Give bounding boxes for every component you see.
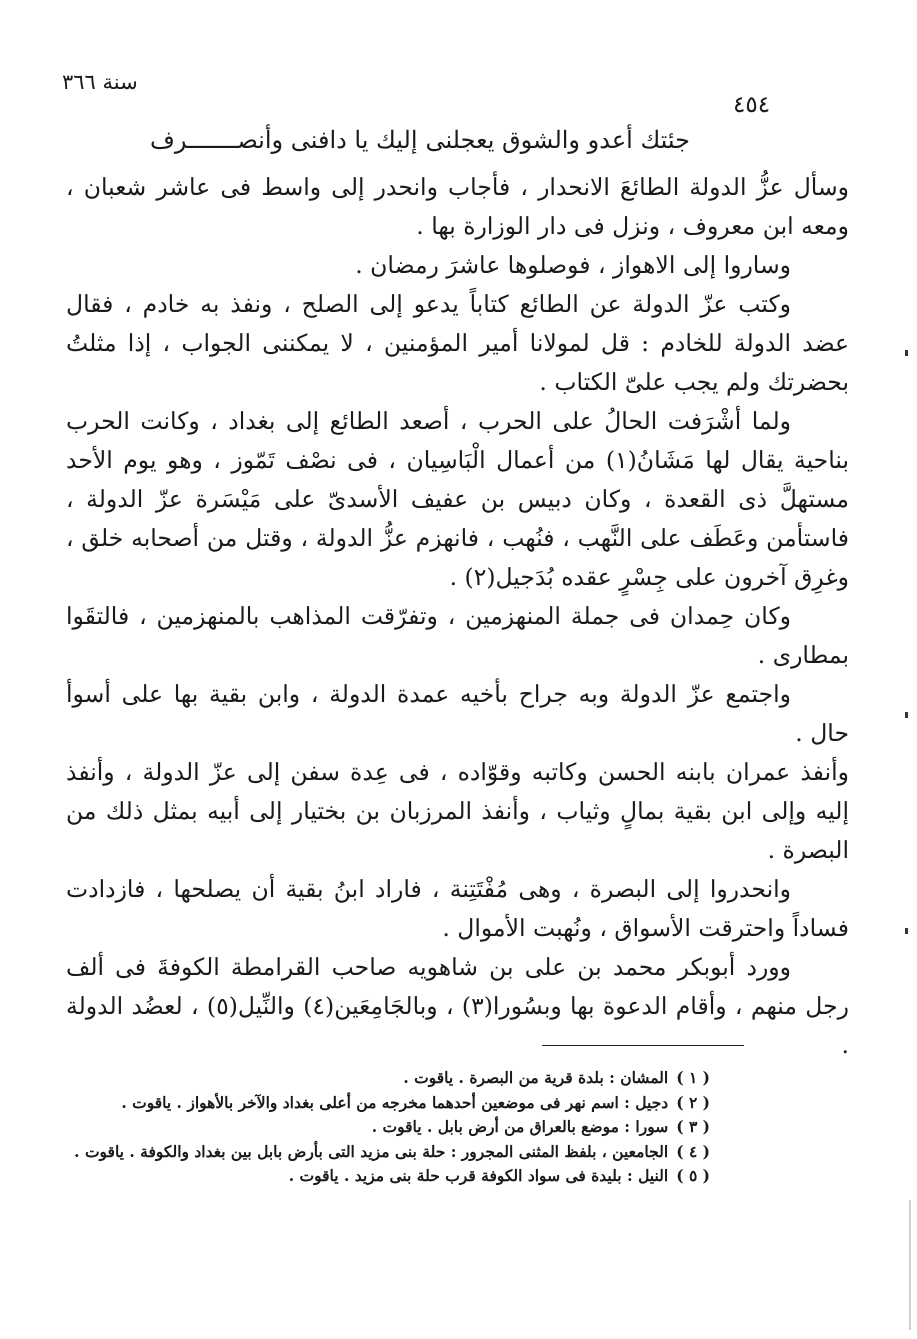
- paragraph: وساروا إلى الاهواز ، فوصلوها عاشرَ رمضان .: [355, 251, 791, 279]
- paragraph: وانحدروا إلى البصرة ، وهى مُفْتَتِنة ، فاراد ابنُ بقية أن يصلحها ، فازدادت فساداً واحترقت الأسواق ، ونُهبت الأموال .: [66, 875, 849, 942]
- paragraph: واجتمع عزّ الدولة وبه جراح بأخيه عمدة الدولة ، وابن بقية بها على أسوأ حال .: [66, 680, 849, 747]
- running-header-year: سنة ٣٦٦: [62, 70, 138, 94]
- page-number: ٤٥٤: [733, 92, 771, 118]
- footnote-text: النيل : بليدة فى سواد الكوفة قرب حلة بنى مزيد . ياقوت .: [288, 1166, 669, 1185]
- footnote-number: ( ٣ ): [676, 1117, 710, 1136]
- verse-second-hemistich: إليك يا دافنى وأنصـــــــرف: [150, 126, 418, 154]
- paragraph: وأنفذ عمران بابنه الحسن وكاتبه وقوّاده ، فى عِدة سفن إلى عزّ الدولة ، وأنفذ إليه وإلى ابن بقية بمالٍ وثياب ، وأنفذ المرزبان بن بختيار إلى أبيه بمثل ذلك من البصرة .: [66, 758, 849, 864]
- margin-mark: [905, 712, 908, 718]
- paragraph: وكتب عزّ الدولة عن الطائع كتاباً يدعو إلى الصلح ، ونفذ به خادم ، فقال عضد الدولة للخادم : قل لمولانا أمير المؤمنين ، لا يمكننى الجواب ، إذا مثلتُ بحضرتك ولم يجب علىّ الكتاب .: [66, 290, 849, 396]
- footnote-separator: [542, 1045, 744, 1046]
- scan-edge: [909, 1200, 911, 1330]
- footnote-number: ( ٤ ): [676, 1141, 710, 1161]
- footnote: [70, 1164, 710, 1189]
- margin-mark: [905, 928, 908, 934]
- paragraph: وكان حِمدان فى جملة المنهزمين ، وتفرّقت المذاهب بالمنهزمين ، فالتقَوا بمطارى .: [66, 602, 849, 669]
- paragraph: وسأل عزُّ الدولة الطائعَ الانحدار ، فأجاب وانحدر إلى واسط فى عاشر شعبان ، ومعه ابن معروف ، ونزل فى دار الوزارة بها .: [66, 173, 849, 240]
- paragraph: وورد أبوبكر محمد بن على بن شاهويه صاحب القرامطة الكوفةَ فى ألف رجل منهم ، وأقام الدعوة بها وبسُورا(٣) ، وبالجَامِعَين(٤) والنِّيل(٥) ، لعضُد الدولة .: [66, 953, 849, 1059]
- footnote: [70, 1140, 710, 1165]
- footnotes: [70, 1066, 710, 1189]
- main-text: [66, 168, 849, 1065]
- footnote-text: دجيل : اسم نهر فى موضعين أحدهما مخرجه من أعلى بغداد والآخر بالأهواز . ياقوت .: [121, 1092, 669, 1112]
- footnote-text: المشان : بلدة قرية من البصرة . ياقوت .: [403, 1068, 669, 1087]
- footnote-text: سورا : موضع بالعراق من أرض بابل . ياقوت .: [371, 1117, 669, 1136]
- footnote: [70, 1115, 710, 1140]
- footnote: [70, 1066, 710, 1091]
- verse-first-hemistich: جئتك أعدو والشوق يعجلنى: [425, 126, 690, 154]
- footnote-number: ( ٢ ): [676, 1092, 710, 1112]
- paragraph: ولما أشْرَفت الحالُ على الحرب ، أصعد الطائع إلى بغداد ، وكانت الحرب بناحية يقال لها مَشَانُ(١) من أعمال الْبَاسِيان ، فى نصْف تَمّوز ، وهو يوم الأحد مستهلَّ ذى القعدة ، وكان دبيس بن عفيف الأسدىّ على مَيْسَرة عزّ الدولة ، فاستأمن وعَطَف على النَّهب ، فنُهب ، فانهزم عزُّ الدولة ، وقتل من أصحابه خلق ، وغرِق آخرون على جِسْرٍ عقده بُدَجيل(٢) .: [66, 407, 849, 591]
- margin-mark: [905, 350, 908, 356]
- poem-verse: [150, 126, 690, 166]
- footnote-number: ( ١ ): [676, 1068, 710, 1087]
- footnote-text: الجامعين ، بلفظ المثنى المجرور : حلة بنى مزيد التى بأرض بابل بين بغداد والكوفة . ياقوت .: [74, 1141, 669, 1161]
- footnote: [70, 1091, 710, 1116]
- footnote-number: ( ٥ ): [676, 1166, 710, 1185]
